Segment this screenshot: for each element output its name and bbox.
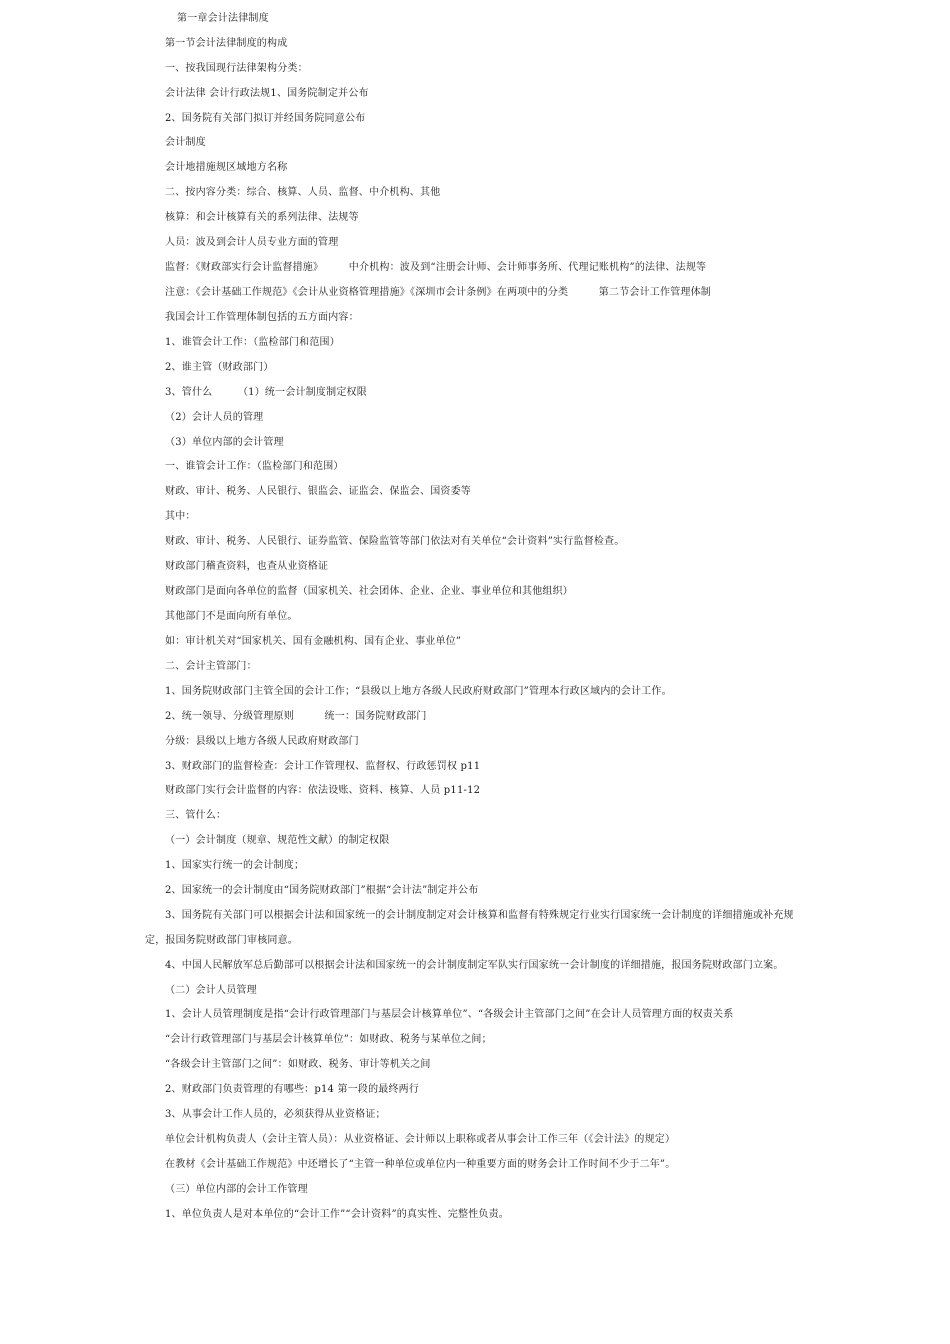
text-line: 会计制度 bbox=[165, 137, 206, 148]
text-line: （二）会计人员管理 bbox=[165, 985, 257, 996]
text-line: 一、谁管会计工作：（监检部门和范围） bbox=[165, 461, 344, 472]
text-line: 二、按内容分类：综合、核算、人员、监督、中介机构、其他 bbox=[165, 187, 441, 198]
text-line: 分级：县级以上地方各级人民政府财政部门 bbox=[165, 736, 359, 747]
text-line: 2、国家统一的会计制度由“国务院财政部门”根据“会计法”制定并公布 bbox=[165, 885, 479, 896]
text-line: 财政部门是面向各单位的监督（国家机关、社会团体、企业、企业、事业单位和其他组织） bbox=[165, 586, 573, 597]
text-line: “各级会计主管部门之间”：如财政、税务、审计等机关之间 bbox=[165, 1059, 431, 1070]
text-line: 在教材《会计基础工作规范》中还增长了“主管一种单位或单位内一种重要方面的财务会计工作时间不少于二年”。 bbox=[165, 1159, 676, 1170]
text-line: 1、国务院财政部门主管全国的会计工作；“县级以上地方各级人民政府财政部门”管理本行政区域内的会计工作。 bbox=[165, 686, 672, 697]
text-line: 核算：和会计核算有关的系列法律、法规等 bbox=[165, 212, 359, 223]
text-line: 1、单位负责人是对本单位的“会计工作”“会计资料”的真实性、完整性负责。 bbox=[165, 1209, 510, 1220]
text-line: （3）单位内部的会计管理 bbox=[165, 437, 284, 448]
text-line: 其他部门不是面向所有单位。 bbox=[165, 611, 298, 622]
text-line: 1、国家实行统一的会计制度； bbox=[165, 860, 305, 871]
chapter-title: 第一章会计法律制度 bbox=[177, 13, 269, 24]
text-line: 如：审计机关对“国家机关、国有金融机构、国有企业、事业单位” bbox=[165, 636, 462, 647]
text-line: 3、管什么 （1）统一会计制度制定权限 bbox=[165, 387, 367, 398]
text-line: 会计地措施规区域地方名称 bbox=[165, 162, 288, 173]
text-line: 3、财政部门的监督检查：会计工作管理权、监督权、行政惩罚权 p11 bbox=[165, 761, 481, 772]
text-line: 人员：波及到会计人员专业方面的管理 bbox=[165, 237, 339, 248]
text-line: 3、从事会计工作人员的，必须获得从业资格证； bbox=[165, 1109, 386, 1120]
text-line: 注意：《会计基础工作规范》《会计从业资格管理措施》《深圳市会计条例》在两项中的分类 第二节会计工作管理体制 bbox=[165, 287, 711, 298]
text-line: 一、按我国现行法律架构分类： bbox=[165, 63, 308, 74]
text-line: （一）会计制度（规章、规范性文献）的制定权限 bbox=[165, 835, 390, 846]
text-line: 财政、审计、税务、人民银行、证券监管、保险监管等部门依法对有关单位“会计资料”实行监督检查。 bbox=[165, 536, 625, 547]
text-line: （三）单位内部的会计工作管理 bbox=[165, 1184, 308, 1195]
text-line: （2）会计人员的管理 bbox=[165, 412, 264, 423]
text-line-continuation: 定，报国务院财政部门审核同意。 bbox=[145, 935, 298, 946]
text-line: 财政部门稽查资料，也查从业资格证 bbox=[165, 561, 329, 572]
section-title: 第一节会计法律制度的构成 bbox=[165, 38, 288, 49]
text-line: 监督：《财政部实行会计监督措施》 中介机构：波及到“注册会计师、会计师事务所、代理记账机构”的法律、法规等 bbox=[165, 262, 707, 273]
text-line: 3、国务院有关部门可以根据会计法和国家统一的会计制度制定对会计核算和监督有特殊规定行业实行国家统一会计制度的详细措施或补充规 bbox=[165, 910, 794, 921]
text-line: 我国会计工作管理体制包括的五方面内容： bbox=[165, 312, 359, 323]
text-line: “会计行政管理部门与基层会计核算单位”：如财政、税务与某单位之间； bbox=[165, 1034, 492, 1045]
text-line: 1、会计人员管理制度是指“会计行政管理部门与基层会计核算单位”、“各级会计主管部门之间”在会计人员管理方面的权责关系 bbox=[165, 1009, 734, 1020]
text-line: 财政、审计、税务、人民银行、银监会、证监会、保监会、国资委等 bbox=[165, 486, 471, 497]
text-line: 三、管什么： bbox=[165, 810, 227, 821]
text-line: 其中： bbox=[165, 511, 196, 522]
text-line: 会计法律 会计行政法规1、国务院制定并公布 bbox=[165, 88, 369, 99]
text-line: 2、统一领导、分级管理原则 统一：国务院财政部门 bbox=[165, 711, 427, 722]
text-line: 二、会计主管部门： bbox=[165, 661, 257, 672]
text-line: 1、谁管会计工作：（监检部门和范围） bbox=[165, 337, 340, 348]
text-line: 2、谁主管（财政部门） bbox=[165, 362, 274, 373]
text-line: 4、中国人民解放军总后勤部可以根据会计法和国家统一的会计制度制定军队实行国家统一会计制度的详细措施，报国务院财政部门立案。 bbox=[165, 960, 784, 971]
text-line: 财政部门实行会计监督的内容：依法设账、资料、核算、人员 p11-12 bbox=[165, 785, 481, 796]
text-line: 2、财政部门负责管理的有哪些：p14 第一段的最终两行 bbox=[165, 1084, 420, 1095]
text-line: 2、国务院有关部门拟订并经国务院同意公布 bbox=[165, 113, 366, 124]
text-line: 单位会计机构负责人（会计主管人员）：从业资格证、会计师以上职称或者从事会计工作三年（《会计法》的规定） bbox=[165, 1134, 676, 1145]
